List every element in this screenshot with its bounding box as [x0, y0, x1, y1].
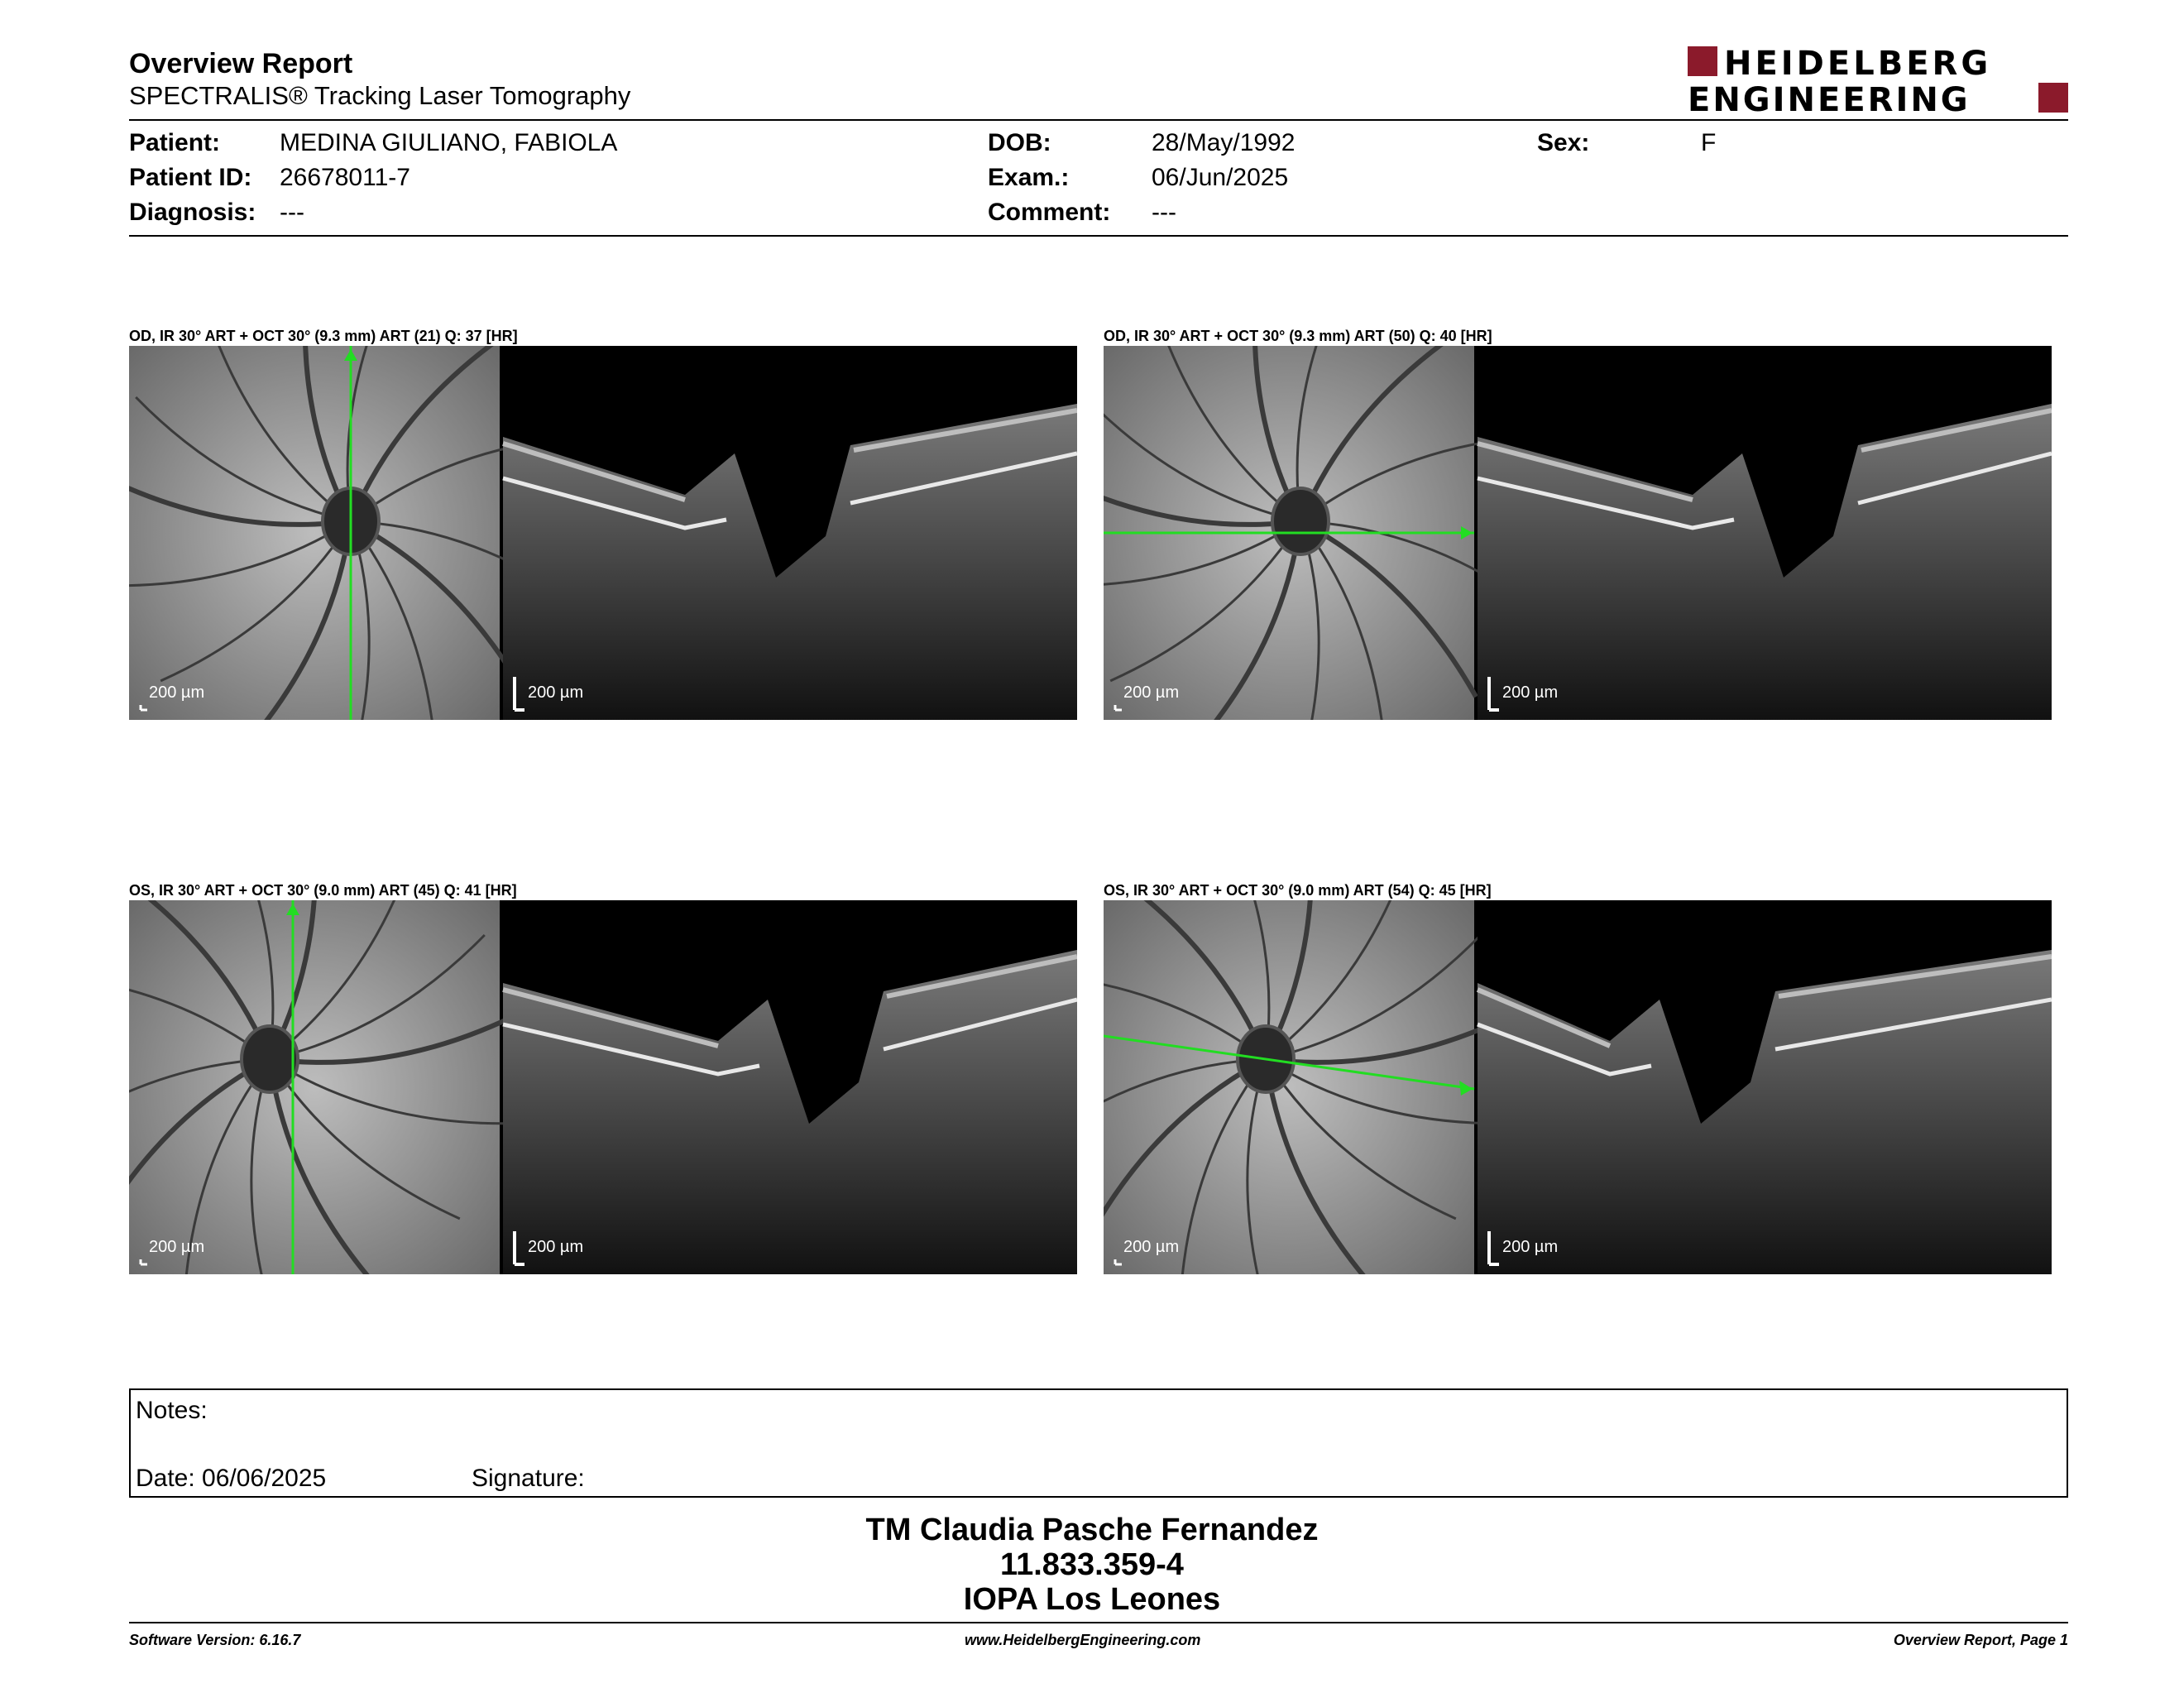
scan-panel-1 — [129, 346, 1077, 720]
header-rule — [129, 119, 2068, 121]
notes-label: Notes: — [136, 1397, 208, 1424]
ir-scale-label: 200 µm — [1123, 683, 1180, 702]
footer-rule — [129, 1622, 2068, 1623]
report-subtitle: SPECTRALIS® Tracking Laser Tomography — [129, 81, 631, 110]
comment-value: --- — [1152, 199, 1176, 226]
oct-scale-label: 200 µm — [528, 683, 584, 702]
diagnosis-label: Diagnosis: — [129, 199, 256, 226]
signature-label: Signature: — [472, 1465, 585, 1492]
dob-value: 28/May/1992 — [1152, 129, 1296, 156]
panel-title-1: OD, IR 30° ART + OCT 30° (9.3 mm) ART (21) Q: 37 [HR] — [129, 328, 518, 344]
ir-scale-label: 200 µm — [149, 1238, 205, 1256]
panel-images — [1104, 900, 2052, 1274]
ir-fundus-image — [1104, 900, 1474, 1274]
exam-label: Exam.: — [988, 164, 1070, 191]
comment-label: Comment: — [988, 199, 1111, 226]
ir-fundus-image — [129, 900, 500, 1274]
notes-box[interactable] — [129, 1388, 2068, 1498]
software-version: Software Version: 6.16.7 — [129, 1632, 301, 1648]
patient-id: 26678011-7 — [280, 164, 410, 191]
ir-scale-label: 200 µm — [1123, 1238, 1180, 1256]
oct-scale-label: 200 µm — [1502, 1238, 1559, 1256]
panel-images — [1104, 346, 2052, 720]
date-label: Date: 06/06/2025 — [136, 1465, 327, 1492]
panel-images — [129, 900, 1077, 1274]
patient-name: MEDINA GIULIANO, FABIOLA — [280, 129, 618, 156]
stamp-name: TM Claudia Pasche Fernandez — [865, 1513, 1319, 1547]
logo-text-line1: HEIDELBERG — [1724, 45, 1992, 83]
scan-panel-4 — [1104, 900, 2052, 1274]
patient-rule — [129, 235, 2068, 237]
logo-square-top — [1688, 46, 1717, 76]
signature-stamp — [728, 1513, 1456, 1617]
diagnosis-value: --- — [280, 199, 304, 226]
logo-text-line2: ENGINEERING — [1688, 81, 1971, 116]
patient-id-label: Patient ID: — [129, 164, 252, 191]
logo-square-bottom — [2038, 83, 2068, 113]
dob-label: DOB: — [988, 129, 1051, 156]
patient-label: Patient: — [129, 129, 221, 156]
sex-value: F — [1701, 129, 1717, 156]
panel-title-4: OS, IR 30° ART + OCT 30° (9.0 mm) ART (54) Q: 45 [HR] — [1104, 882, 1492, 899]
stamp-id: 11.833.359-4 — [1000, 1547, 1184, 1582]
stamp-institution: IOPA Los Leones — [963, 1582, 1221, 1617]
panel-title-2: OD, IR 30° ART + OCT 30° (9.3 mm) ART (50) Q: 40 [HR] — [1104, 328, 1492, 344]
exam-value: 06/Jun/2025 — [1152, 164, 1289, 191]
ir-fundus-image — [129, 346, 500, 720]
footer-page: Overview Report, Page 1 — [1893, 1632, 2068, 1648]
footer-website[interactable]: www.HeidelbergEngineering.com — [965, 1632, 1201, 1648]
oct-scale-label: 200 µm — [1502, 683, 1559, 702]
ir-scale-label: 200 µm — [149, 683, 205, 702]
sex-label: Sex: — [1537, 129, 1590, 156]
optic-disc — [242, 1026, 298, 1092]
report-title: Overview Report — [129, 48, 353, 79]
panel-images — [129, 346, 1077, 720]
scan-panel-2 — [1104, 346, 2052, 720]
panel-title-3: OS, IR 30° ART + OCT 30° (9.0 mm) ART (45) Q: 41 [HR] — [129, 882, 517, 899]
scan-panel-3 — [129, 900, 1077, 1274]
optic-disc — [1272, 488, 1329, 554]
oct-scale-label: 200 µm — [528, 1238, 584, 1256]
heidelberg-logo — [1688, 45, 2068, 116]
